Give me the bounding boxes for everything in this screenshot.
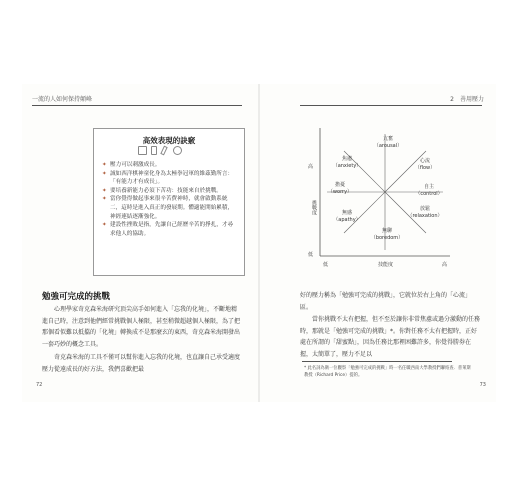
x-axis-title: 技能度 bbox=[378, 262, 394, 268]
footnote-rule bbox=[302, 361, 452, 362]
state-worry: 擔憂 （worry） bbox=[327, 182, 353, 195]
bullet-icon: ✦ bbox=[102, 162, 107, 168]
list-item: ✦ 當你覺得做起事來很辛苦費神時，就會啟動系統二，這時是進入真正的發展期。體適能開始累積，神經連結逐漸強化。 bbox=[102, 196, 234, 220]
bullet-icon: ✦ bbox=[102, 222, 107, 229]
state-boredom: 無聊 （boredom） bbox=[370, 228, 404, 241]
laptop-icon bbox=[138, 146, 147, 155]
phone-icon bbox=[151, 146, 157, 155]
state-flow: 心流 （flow） bbox=[414, 158, 436, 171]
right-header-rule bbox=[300, 105, 482, 106]
pencil-icon bbox=[160, 146, 167, 156]
right-paragraph-1: 好的壓力稱為「勉強可完成的挑戰」，它就位於右上角的「心流」區。 bbox=[300, 292, 472, 311]
left-header-rule bbox=[32, 105, 242, 106]
left-running-header: 一流的人如何保持顛峰 bbox=[32, 96, 93, 103]
x-low-label: 低 bbox=[323, 262, 329, 268]
tips-box bbox=[93, 128, 245, 276]
state-apathy: 無感 （apathy） bbox=[333, 210, 361, 223]
bullet-icon: ✦ bbox=[102, 187, 107, 194]
right-page-number: 73 bbox=[479, 382, 486, 388]
bullet-icon: ✦ bbox=[102, 170, 107, 177]
book-gutter bbox=[258, 84, 260, 402]
y-high-label: 高 bbox=[308, 164, 314, 170]
tips-list bbox=[102, 161, 238, 238]
state-relaxation: 放鬆 （relaxation） bbox=[407, 206, 443, 219]
list-item: ✦ 建設性挫敗是指，先讓自己經歷辛苦的掙扎，才尋求他人的協助。 bbox=[102, 222, 234, 237]
y-low-label: 低 bbox=[308, 252, 314, 258]
list-item: ✦ 誠如西洋棋神童化身為太極拳冠軍的維茲勤所言：「有能力才有成長」。 bbox=[102, 170, 234, 186]
footnote: * 此名詞為衛一位觀察「勉強可完成的挑戰」時一名任職西南大學教授們聯絡查．普萊斯教授（Richard Price）提的。 bbox=[304, 366, 471, 378]
right-paragraph-2: 當你挑戰不太有把握，但不至於讓你非常焦慮或過分激動的任務時，那就是「勉強可完成的挑戰」*。你對任務不太有把握時，正好處在所謂的「甜蜜點」，因為任務比那裡困難許多，你覺得勝券在握，太簡單了，壓力不足以 bbox=[300, 316, 481, 358]
list-item: ✦ 要培養新能力必須下苦功：技能來自於挑戰。 bbox=[102, 187, 222, 194]
coffee-icon bbox=[173, 146, 182, 155]
list-item: ✦ 壓力可以刺激成長。 bbox=[102, 162, 161, 168]
bullet-icon: ✦ bbox=[102, 196, 107, 203]
state-anxiety: 焦慮 （anxiety） bbox=[332, 156, 362, 169]
tips-box-icons bbox=[138, 146, 200, 155]
left-page-number: 72 bbox=[36, 382, 43, 388]
tips-box-title: 高效表現的訣竅 bbox=[142, 136, 196, 145]
section-title: 勉強可完成的挑戰 bbox=[42, 292, 111, 302]
y-axis-title: 挑戰度 bbox=[311, 200, 317, 215]
state-control: 自主 （control） bbox=[415, 184, 443, 197]
left-paragraph-1: 心理學家奇克森米海研究頂尖高手如何進入「忘我的化境」，不斷地精進自己時，注意到他們經常挑戰個人極限，甚至稍微超越個人極限，為了把那個看似難以抵擋的「化境」轉換成不是那麼玄的東西，奇克森米海開發出一套巧妙的概念工具。 bbox=[42, 306, 241, 348]
right-running-header: 2 善用壓力 bbox=[450, 96, 484, 103]
x-high-label: 高 bbox=[442, 262, 448, 268]
left-paragraph-2: 奇克森米海的工具不僅可以幫你進入忘我的化境，也直讓自己承受適度壓力從遠成長的好方法，我們喜歡把最 bbox=[42, 354, 241, 373]
state-arousal: 亢奮 （arousal） bbox=[373, 136, 403, 149]
